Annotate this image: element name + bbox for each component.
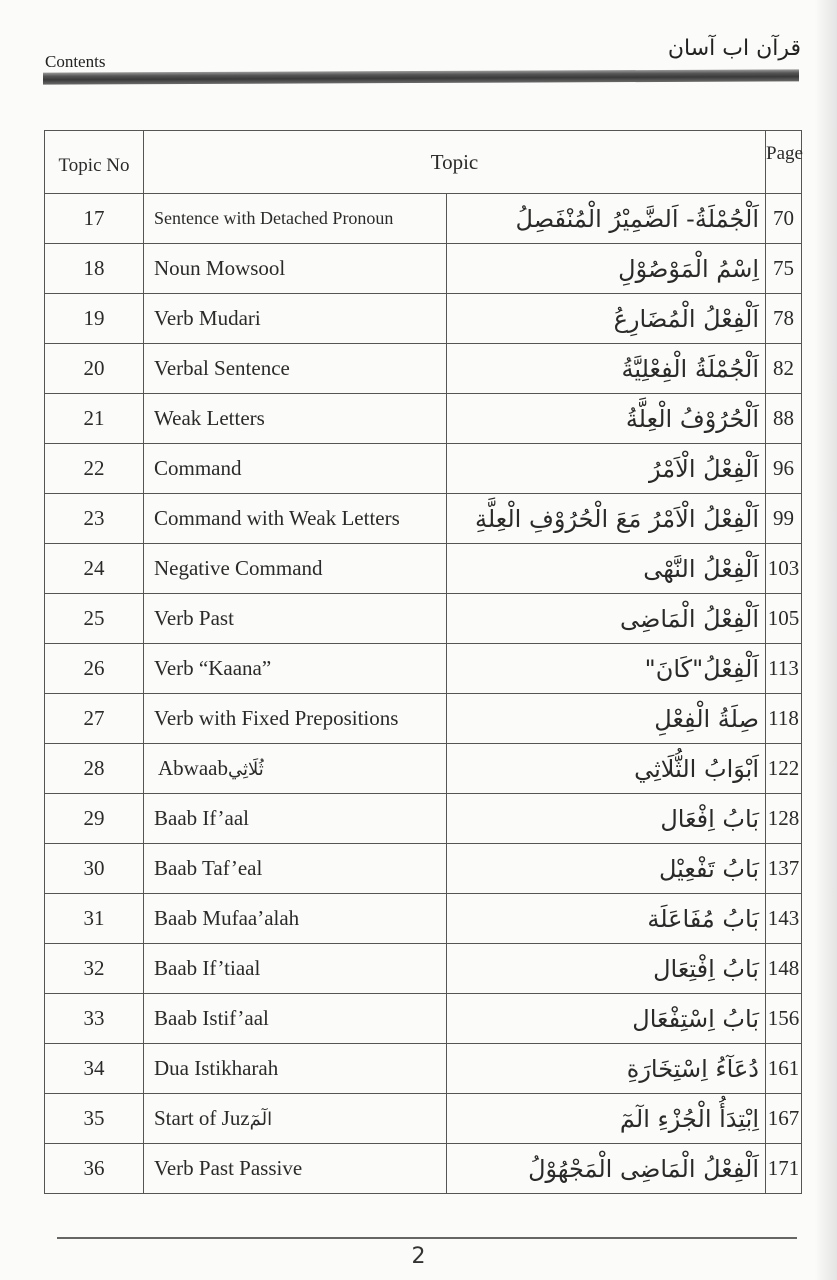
topic-arabic[interactable]: اَلْجُمْلَةُ- اَلضَّمِيْرُ الْمُنْفَصِلُ: [447, 194, 766, 244]
page-number-cell[interactable]: 105: [766, 594, 802, 644]
topic-number: 21: [45, 394, 144, 444]
table-row: [45, 444, 802, 494]
topic-english[interactable]: [144, 844, 447, 894]
page-number-cell[interactable]: 137: [766, 844, 802, 894]
table-row: [45, 544, 802, 594]
topic-number: 25: [45, 594, 144, 644]
topic-arabic[interactable]: بَابُ اِفْتِعَال: [447, 944, 766, 994]
page-number-cell[interactable]: 82: [766, 344, 802, 394]
topic-english-label: Command: [154, 456, 242, 480]
topic-arabic[interactable]: اَلْحُرُوْفُ الْعِلَّةُ: [447, 394, 766, 444]
topic-arabic[interactable]: اَلْفِعْلُ الْمُضَارِعُ: [447, 294, 766, 344]
topic-english-label: Sentence with Detached Pronoun: [154, 208, 394, 228]
topic-english-label: Baab If’aal: [154, 806, 250, 830]
table-row: [45, 944, 802, 994]
column-header-page: Page: [766, 131, 802, 194]
page-number-cell[interactable]: 167: [766, 1094, 802, 1144]
topic-arabic[interactable]: اَلْفِعْلُ النَّهْى: [447, 544, 766, 594]
table-row: [45, 294, 802, 344]
topic-arabic[interactable]: اَبْوَابُ الثُّلَاثِي: [447, 744, 766, 794]
book-title: قرآن اب آسان: [667, 36, 801, 61]
table-row: [45, 594, 802, 644]
page-number-cell[interactable]: 78: [766, 294, 802, 344]
page-number-cell[interactable]: 161: [766, 1044, 802, 1094]
topic-english[interactable]: [144, 444, 447, 494]
footer-rule: [57, 1237, 797, 1239]
topic-arabic[interactable]: اَلْفِعْلُ الْاَمْرُ: [447, 444, 766, 494]
topic-number: 26: [45, 644, 144, 694]
header-rule: [43, 69, 799, 84]
page-number-cell[interactable]: 113: [766, 644, 802, 694]
topic-english-label: Command with Weak Letters: [154, 506, 400, 530]
page-number-cell[interactable]: 156: [766, 994, 802, 1044]
contents-table: [44, 130, 802, 1194]
column-header-topic-no: Topic No: [45, 131, 144, 194]
topic-english[interactable]: [144, 644, 447, 694]
topic-number: 32: [45, 944, 144, 994]
table-row: [45, 894, 802, 944]
topic-arabic[interactable]: بَابُ تَفْعِيْل: [447, 844, 766, 894]
topic-arabic[interactable]: اَلْفِعْلُ الْاَمْرُ مَعَ الْحُرُوْفِ الْعِلَّةِ: [447, 494, 766, 544]
topic-number: 17: [45, 194, 144, 244]
topic-english[interactable]: [144, 344, 447, 394]
page-number-cell[interactable]: 118: [766, 694, 802, 744]
topic-arabic[interactable]: اَلْفِعْلُ الْمَاضِى: [447, 594, 766, 644]
topic-number: 18: [45, 244, 144, 294]
topic-number: 24: [45, 544, 144, 594]
page-number-cell[interactable]: 103: [766, 544, 802, 594]
page-number-cell[interactable]: 96: [766, 444, 802, 494]
page-number-cell[interactable]: 148: [766, 944, 802, 994]
topic-number: 29: [45, 794, 144, 844]
page-number-cell[interactable]: 128: [766, 794, 802, 844]
topic-number: 28: [45, 744, 144, 794]
topic-arabic[interactable]: اِبْتِدَأُ الْجُزْءِ الٓمٓ: [447, 1094, 766, 1144]
topic-english-label: Negative Command: [154, 556, 323, 580]
topic-english-label: Verb Mudari: [154, 306, 261, 330]
page-number-cell[interactable]: 143: [766, 894, 802, 944]
table-header-row: [45, 131, 802, 194]
page-number-cell[interactable]: 75: [766, 244, 802, 294]
table-row: [45, 1044, 802, 1094]
topic-english-label: Baab If’tiaal: [154, 956, 261, 980]
topic-english-label: Verb “Kaana”: [154, 656, 272, 680]
table-row: [45, 494, 802, 544]
page-edge-shadow: [815, 0, 837, 1280]
topic-arabic[interactable]: بَابُ مُفَاعَلَة: [447, 894, 766, 944]
topic-number: 33: [45, 994, 144, 1044]
column-header-topic: Topic: [144, 131, 766, 194]
topic-number: 31: [45, 894, 144, 944]
topic-arabic[interactable]: بَابُ اِسْتِفْعَال: [447, 994, 766, 1044]
table-row: [45, 694, 802, 744]
topic-english[interactable]: [144, 244, 447, 294]
topic-english-label: Dua Istikharah: [154, 1056, 279, 1080]
topic-english-arabic-suffix: الٓمٓ: [249, 1109, 273, 1130]
topic-english[interactable]: [144, 294, 447, 344]
table-body: [45, 194, 802, 1194]
table-row: [45, 194, 802, 244]
page-number-cell[interactable]: 70: [766, 194, 802, 244]
topic-english[interactable]: [144, 944, 447, 994]
table-row: [45, 394, 802, 444]
topic-arabic[interactable]: دُعَآءُ اِسْتِخَارَةِ: [447, 1044, 766, 1094]
topic-english[interactable]: [144, 544, 447, 594]
table-row: [45, 344, 802, 394]
page-number-cell[interactable]: 88: [766, 394, 802, 444]
topic-arabic[interactable]: اِسْمُ الْمَوْصُوْلِ: [447, 244, 766, 294]
topic-english-label: Baab Istif’aal: [154, 1006, 269, 1030]
topic-number: 30: [45, 844, 144, 894]
topic-english-label: Abwaab: [158, 756, 228, 780]
page-number-cell[interactable]: 171: [766, 1144, 802, 1194]
topic-arabic[interactable]: اَلْفِعْلُ الْمَاضِى الْمَجْهُوْلُ: [447, 1144, 766, 1194]
topic-number: 35: [45, 1094, 144, 1144]
topic-arabic[interactable]: صِلَةُ الْفِعْلِ: [447, 694, 766, 744]
topic-english-label: Verbal Sentence: [154, 356, 290, 380]
page-number-cell[interactable]: 122: [766, 744, 802, 794]
topic-english[interactable]: [144, 994, 447, 1044]
topic-english[interactable]: [144, 194, 447, 244]
topic-english-label: Baab Taf’eal: [154, 856, 263, 880]
topic-english-label: Baab Mufaa’alah: [154, 906, 300, 930]
page-number: 2: [411, 1244, 426, 1269]
topic-number: 19: [45, 294, 144, 344]
table-row: [45, 844, 802, 894]
topic-number: 34: [45, 1044, 144, 1094]
topic-english-label: Verb with Fixed Prepositions: [154, 706, 399, 730]
topic-english[interactable]: [144, 744, 447, 794]
page-number-cell[interactable]: 99: [766, 494, 802, 544]
table-row: [45, 1094, 802, 1144]
topic-number: 23: [45, 494, 144, 544]
topic-english-label: Start of Juz: [154, 1106, 250, 1130]
topic-english-label: Verb Past: [154, 606, 234, 630]
topic-number: 22: [45, 444, 144, 494]
table-row: [45, 744, 802, 794]
topic-number: 27: [45, 694, 144, 744]
topic-arabic[interactable]: بَابُ اِفْعَال: [447, 794, 766, 844]
topic-number: 20: [45, 344, 144, 394]
topic-english-arabic-suffix: ثُلَاثِي: [227, 759, 264, 780]
topic-arabic[interactable]: اَلْجُمْلَةُ الْفِعْلِيَّةُ: [447, 344, 766, 394]
topic-english-label: Noun Mowsool: [154, 256, 286, 280]
table-row: [45, 994, 802, 1044]
table-row: [45, 794, 802, 844]
section-title: Contents: [45, 52, 106, 71]
topic-english-label: Verb Past Passive: [154, 1156, 303, 1180]
topic-english[interactable]: [144, 594, 447, 644]
topic-english[interactable]: [144, 894, 447, 944]
topic-english[interactable]: [144, 694, 447, 744]
table-row: [45, 644, 802, 694]
topic-english[interactable]: [144, 394, 447, 444]
topic-english[interactable]: [144, 1144, 447, 1194]
topic-arabic[interactable]: اَلْفِعْلُ"كَانَ": [447, 644, 766, 694]
topic-english[interactable]: [144, 494, 447, 544]
topic-english[interactable]: [144, 1044, 447, 1094]
topic-number: 36: [45, 1144, 144, 1194]
topic-english-label: Weak Letters: [154, 406, 265, 430]
table-row: [45, 244, 802, 294]
topic-english[interactable]: [144, 794, 447, 844]
topic-english[interactable]: [144, 1094, 447, 1144]
table-row: [45, 1144, 802, 1194]
